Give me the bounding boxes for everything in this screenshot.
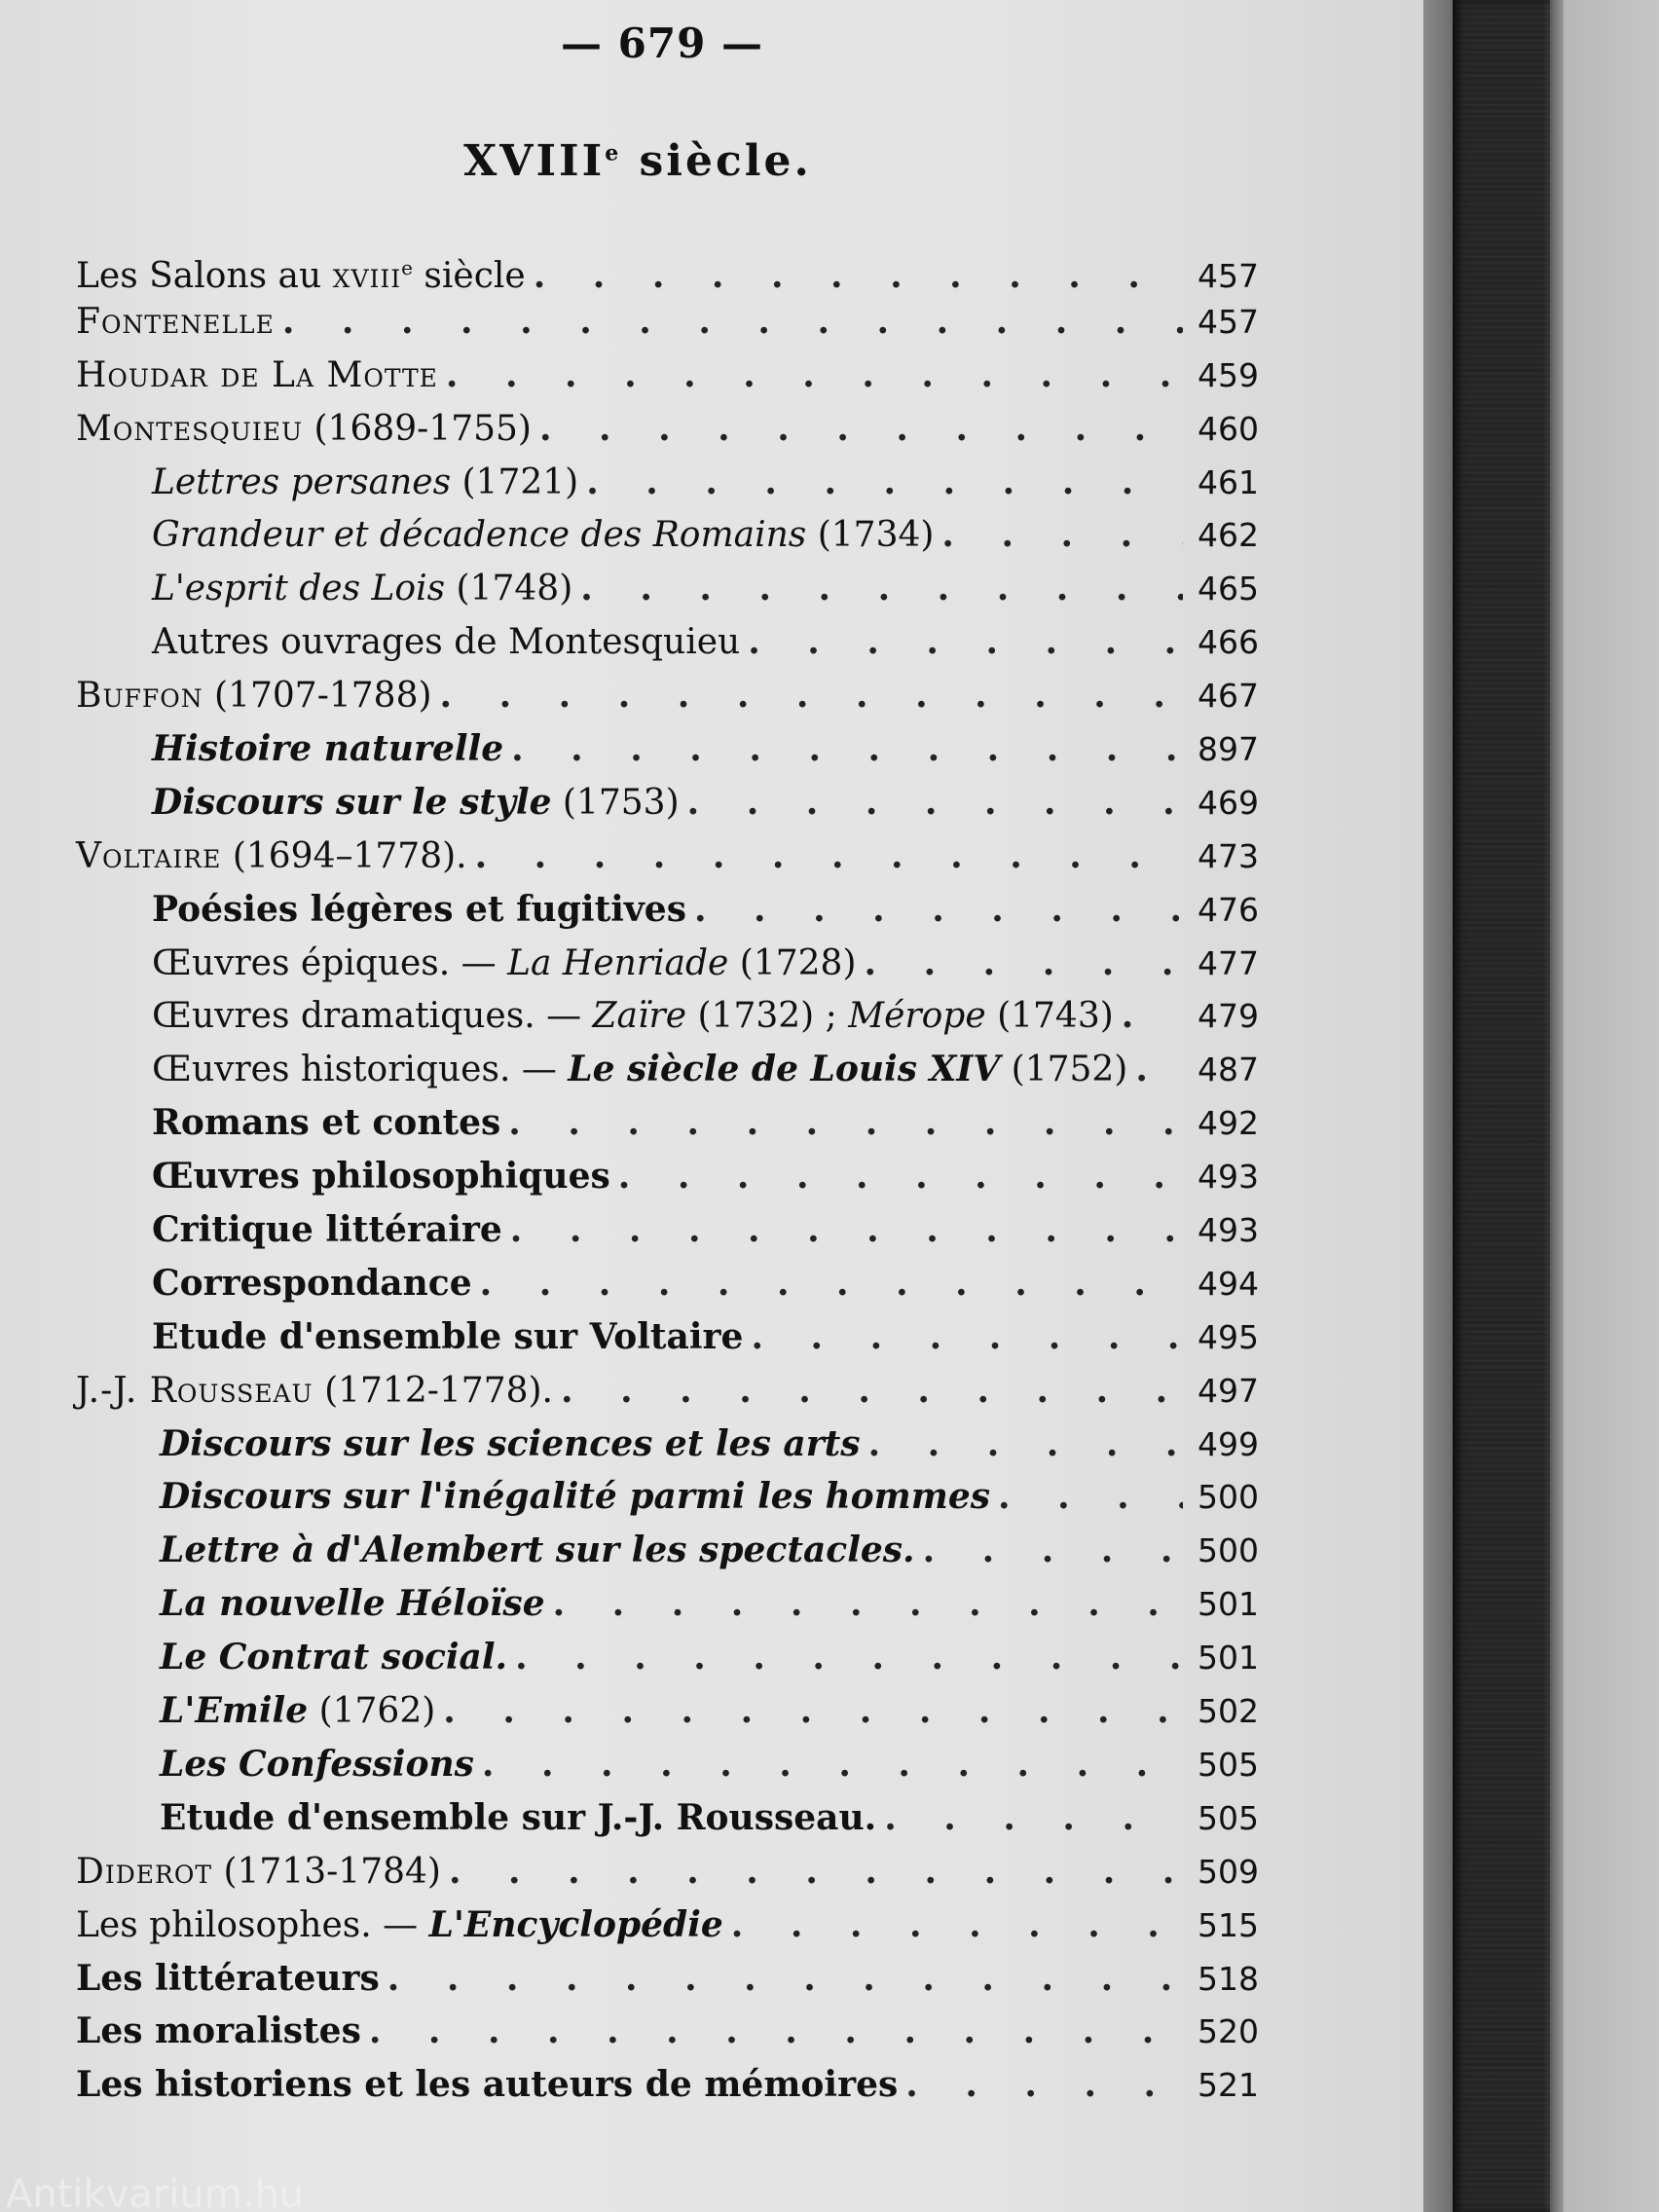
toc-entry-title-part: Voltaire	[76, 835, 222, 876]
toc-entry-page-number: 476	[1198, 890, 1259, 929]
toc-entry	[76, 1257, 1259, 1310]
book-cover-spine	[1453, 0, 1550, 2212]
toc-entry-title-part: Les Confessions	[160, 1743, 474, 1785]
toc-entry	[76, 241, 1259, 295]
toc-entry	[76, 1096, 1259, 1150]
toc-entry-title-part: J.-J. Rousseau	[76, 1370, 313, 1411]
toc-entry	[76, 508, 1259, 562]
toc-entry-title-part: (1752)	[1000, 1050, 1128, 1090]
dot-leader	[449, 1845, 1183, 1899]
toc-entry	[76, 1845, 1259, 1899]
toc-entry-title	[160, 1524, 915, 1578]
toc-entry-title-part: Houdar de La Motte	[76, 354, 438, 395]
toc-entry-page-number: 462	[1198, 516, 1259, 555]
toc-entry-title	[152, 938, 857, 991]
toc-entry	[76, 722, 1259, 776]
toc-entry-title	[152, 509, 934, 563]
dot-leader	[553, 1577, 1183, 1631]
toc-entry-title	[76, 2005, 361, 2059]
toc-entry-title	[152, 616, 740, 670]
toc-entry-title-part: L'esprit des Lois	[152, 569, 446, 609]
toc-entry-page-number: 505	[1198, 1745, 1259, 1784]
dot-leader	[618, 1150, 1183, 1203]
toc-entry-title	[160, 1738, 474, 1792]
toc-entry-title-part: (1762)	[308, 1691, 436, 1732]
toc-entry-page-number: 457	[1198, 257, 1259, 295]
toc-entry	[76, 1310, 1259, 1364]
toc-entry-title	[160, 1470, 990, 1525]
dot-leader	[580, 562, 1183, 615]
toc-entry-title	[76, 1952, 380, 2007]
toc-entry	[76, 562, 1259, 615]
toc-entry	[76, 937, 1259, 990]
toc-entry	[76, 615, 1259, 669]
dot-leader	[865, 937, 1184, 990]
page-edge	[1423, 0, 1453, 2212]
table-of-contents	[76, 241, 1259, 2112]
dot-leader	[1122, 989, 1183, 1043]
dot-leader	[751, 1310, 1183, 1364]
dot-leader	[687, 776, 1183, 830]
toc-entry-title-part: Mérope	[848, 996, 986, 1037]
dot-leader	[387, 1952, 1183, 2006]
toc-entry-title-part: Les littérateurs	[76, 1957, 380, 1999]
toc-entry-page-number: 521	[1198, 2066, 1259, 2105]
toc-entry	[76, 669, 1259, 722]
toc-entry-title-part: Discours sur l'inégalité parmi les hommes	[160, 1476, 991, 1518]
toc-entry	[76, 1364, 1259, 1418]
toc-entry-title	[160, 1684, 435, 1739]
toc-entry	[76, 1631, 1259, 1684]
toc-entry	[76, 1577, 1259, 1631]
toc-entry-page-number: 501	[1198, 1585, 1259, 1624]
dot-leader	[480, 1257, 1183, 1310]
toc-entry-title	[152, 722, 503, 777]
toc-entry-title-part: Le siècle de Louis XIV	[568, 1049, 1001, 1090]
toc-entry-title-part: (1753)	[551, 782, 680, 823]
toc-entry-title-part: Correspondance	[152, 1262, 472, 1304]
dot-leader	[586, 456, 1183, 509]
watermark: Antikvarium.hu	[6, 2177, 305, 2212]
toc-entry-title-part: (1728)	[728, 942, 857, 983]
dot-leader	[475, 830, 1183, 883]
toc-entry-title-part: (1732) ;	[686, 996, 849, 1037]
toc-entry-title-part: Buffon	[76, 676, 203, 717]
toc-entry-page-number: 515	[1198, 1905, 1259, 1944]
toc-entry-page-number: 897	[1198, 730, 1259, 769]
toc-entry-page-number: 487	[1198, 1051, 1259, 1089]
toc-entry	[76, 1418, 1259, 1471]
toc-entry-title-part: Le Contrat social.	[160, 1637, 508, 1678]
toc-entry-page-number: 497	[1198, 1371, 1259, 1410]
toc-entry-title	[152, 990, 1114, 1044]
toc-entry-page-number: 479	[1198, 997, 1259, 1036]
dot-leader	[282, 295, 1183, 349]
toc-entry-page-number: 461	[1198, 462, 1259, 501]
section-title-main: XVIII	[463, 136, 606, 186]
toc-entry-title-part: (1743)	[985, 996, 1114, 1037]
dot-leader	[440, 669, 1183, 722]
background-surface	[1564, 0, 1659, 2212]
toc-entry-title	[152, 1257, 472, 1311]
page-number: — 679 —	[561, 19, 763, 67]
toc-entry-title-part: Les historiens et les auteurs de mémoires	[76, 2064, 899, 2106]
toc-entry	[76, 1952, 1259, 2006]
section-title-sup: e	[605, 140, 622, 166]
toc-entry-title-part: Discours sur les sciences et les arts	[160, 1422, 861, 1464]
toc-entry-page-number: 495	[1198, 1317, 1259, 1356]
toc-entry-title	[152, 1203, 502, 1258]
toc-entry-title	[76, 1899, 723, 1953]
toc-entry-title	[76, 1846, 441, 1899]
toc-entry	[76, 1899, 1259, 1952]
toc-entry-title-part: Montesquieu	[76, 408, 304, 449]
toc-entry-title	[76, 296, 275, 350]
toc-entry-page-number: 502	[1198, 1692, 1259, 1731]
dot-leader	[561, 1364, 1183, 1418]
dot-leader	[510, 1203, 1183, 1257]
toc-entry	[76, 456, 1259, 509]
toc-entry-title-part: Lettre à d'Alembert sur les spectacles.	[160, 1530, 915, 1571]
dot-leader	[482, 1738, 1183, 1791]
toc-entry-title	[76, 2058, 898, 2113]
toc-entry	[76, 402, 1259, 456]
toc-entry-title-part: Autres ouvrages de Montesquieu	[152, 622, 741, 663]
toc-entry-title	[152, 563, 572, 616]
dot-leader	[998, 1470, 1183, 1524]
toc-entry-title-part: Les philosophes. —	[76, 1904, 429, 1945]
toc-entry-title-part: Etude d'ensemble sur J.-J. Rousseau.	[160, 1796, 877, 1838]
toc-entry-title	[160, 1791, 876, 1846]
dot-leader	[884, 1791, 1183, 1845]
toc-entry-title-part: (1713-1784)	[212, 1851, 441, 1892]
toc-entry-title-part: Discours sur le style	[152, 781, 552, 823]
toc-entry-title-part: Etude d'ensemble sur Voltaire	[152, 1315, 744, 1357]
dot-leader	[508, 1096, 1183, 1150]
dot-leader	[941, 508, 1183, 562]
toc-entry-title-part: e	[401, 256, 413, 279]
toc-entry	[76, 883, 1259, 937]
dot-leader	[515, 1631, 1183, 1684]
cover-edge	[1550, 0, 1564, 2212]
toc-entry-page-number: 459	[1198, 355, 1259, 394]
toc-entry-title-part: Histoire naturelle	[152, 728, 504, 770]
toc-entry-title-part: (1694–1778).	[221, 835, 467, 876]
toc-entry-page-number: 520	[1198, 2012, 1259, 2051]
toc-entry-page-number: 499	[1198, 1424, 1259, 1463]
toc-entry	[76, 1738, 1259, 1791]
dot-leader	[923, 1524, 1183, 1577]
toc-entry-title-part: (1734)	[806, 515, 935, 556]
toc-entry	[76, 2005, 1259, 2058]
toc-entry-page-number: 473	[1198, 836, 1259, 875]
toc-entry-page-number: 505	[1198, 1798, 1259, 1837]
toc-entry-page-number: 492	[1198, 1104, 1259, 1143]
dot-leader	[731, 1899, 1183, 1952]
toc-entry-title-part: siècle	[412, 256, 526, 296]
toc-entry-title-part: (1689-1755)	[303, 408, 532, 449]
toc-entry-title-part: L'Emile	[160, 1690, 309, 1732]
toc-entry-title-part: Œuvres épiques. —	[152, 942, 508, 983]
toc-entry-title	[76, 1365, 553, 1419]
toc-entry-title	[152, 457, 578, 510]
dot-leader	[446, 349, 1183, 402]
toc-entry-page-number: 500	[1198, 1478, 1259, 1517]
dot-leader	[1135, 1043, 1183, 1096]
toc-entry-title-part: xviii	[332, 256, 402, 296]
toc-entry-title-part: Œuvres historiques. —	[152, 1050, 569, 1090]
dot-leader	[868, 1418, 1183, 1471]
toc-entry-page-number: 477	[1198, 943, 1259, 982]
toc-entry-title	[152, 1043, 1127, 1097]
toc-entry-page-number: 467	[1198, 677, 1259, 716]
toc-entry-page-number: 466	[1198, 623, 1259, 662]
toc-entry-title	[160, 1631, 507, 1685]
toc-entry	[76, 776, 1259, 830]
toc-entry-title	[152, 1310, 743, 1365]
dot-leader	[748, 615, 1183, 669]
dot-leader	[539, 402, 1183, 456]
toc-entry-page-number: 509	[1198, 1852, 1259, 1891]
toc-entry-title	[152, 1096, 500, 1151]
toc-entry-title-part: Critique littéraire	[152, 1209, 502, 1251]
section-title	[0, 136, 1275, 186]
toc-entry-title-part: Diderot	[76, 1851, 213, 1892]
toc-entry-title-part: Romans et contes	[152, 1102, 501, 1144]
toc-entry-title-part: Œuvres philosophiques	[152, 1156, 610, 1198]
toc-entry-title-part: L'Encyclopédie	[428, 1903, 723, 1945]
toc-entry-title	[76, 403, 532, 457]
toc-entry	[76, 1684, 1259, 1738]
toc-entry-title-part: Poésies légères et fugitives	[152, 888, 686, 930]
toc-entry-page-number: 494	[1198, 1264, 1259, 1303]
toc-entry-title-part: Grandeur et décadence des Romains	[152, 515, 807, 556]
toc-entry-title-part: La nouvelle Héloïse	[160, 1583, 545, 1625]
toc-entry-page-number: 501	[1198, 1639, 1259, 1677]
toc-entry-title	[76, 350, 438, 403]
toc-entry-page-number: 518	[1198, 1959, 1259, 1998]
toc-entry	[76, 1043, 1259, 1096]
toc-entry-title-part: La Henriade	[507, 942, 729, 983]
toc-entry	[76, 1150, 1259, 1203]
toc-entry-title	[76, 830, 467, 884]
toc-entry-title-part: (1721)	[451, 461, 579, 502]
dot-leader	[369, 2005, 1183, 2058]
toc-entry-title-part: Zaïre	[592, 996, 687, 1037]
toc-entry-page-number: 500	[1198, 1531, 1259, 1570]
toc-entry-title	[152, 883, 686, 938]
toc-entry-page-number: 493	[1198, 1158, 1259, 1197]
dot-leader	[443, 1684, 1183, 1738]
toc-entry-page-number: 460	[1198, 409, 1259, 448]
toc-entry	[76, 989, 1259, 1043]
toc-entry	[76, 349, 1259, 402]
toc-entry-title-part: Lettres persanes	[152, 461, 452, 502]
toc-entry-page-number: 469	[1198, 783, 1259, 822]
toc-entry-title-part: (1707-1788)	[203, 676, 432, 717]
section-title-rest: siècle.	[621, 136, 812, 186]
toc-entry-title-part: Les Salons au	[76, 256, 333, 296]
dot-leader	[905, 2058, 1183, 2112]
toc-entry-page-number: 457	[1198, 302, 1259, 341]
toc-entry-title-part: (1712-1778).	[313, 1370, 553, 1411]
toc-entry-title	[152, 776, 680, 830]
toc-entry	[76, 830, 1259, 883]
toc-entry	[76, 1524, 1259, 1577]
toc-entry-title-part: Fontenelle	[76, 301, 275, 342]
toc-entry-title-part: (1748)	[445, 569, 573, 609]
dot-leader	[694, 883, 1183, 937]
toc-entry-page-number: 465	[1198, 570, 1259, 608]
toc-entry	[76, 1470, 1259, 1524]
toc-entry-title	[76, 670, 432, 723]
toc-entry-title	[160, 1577, 545, 1632]
toc-entry	[76, 2058, 1259, 2112]
toc-entry-title-part: Les moralistes	[76, 2010, 361, 2052]
toc-entry	[76, 295, 1259, 349]
toc-entry-page-number: 493	[1198, 1211, 1259, 1250]
toc-entry	[76, 1791, 1259, 1845]
toc-entry-title-part: Œuvres dramatiques. —	[152, 996, 593, 1037]
toc-entry	[76, 1203, 1259, 1257]
toc-entry-title	[160, 1418, 861, 1472]
dot-leader	[511, 722, 1183, 776]
toc-entry-title	[152, 1150, 610, 1204]
